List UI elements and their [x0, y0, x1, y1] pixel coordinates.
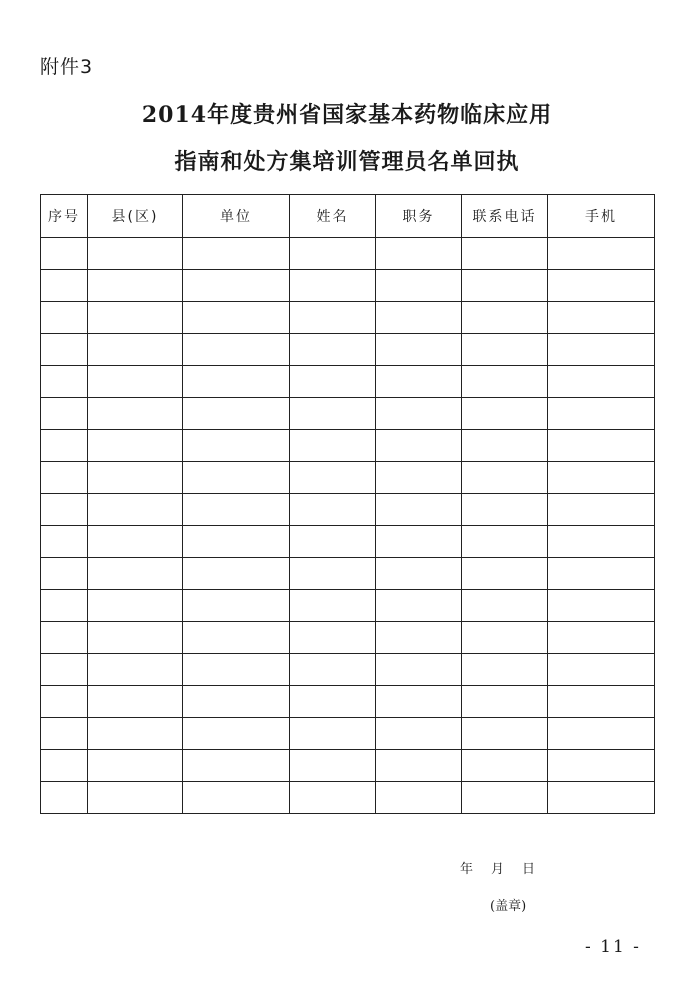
table-cell: [376, 750, 462, 782]
table-cell: [462, 270, 548, 302]
table-cell: [41, 366, 88, 398]
table-cell: [183, 494, 290, 526]
table-cell: [462, 366, 548, 398]
table-cell: [41, 238, 88, 270]
table-cell: [88, 398, 183, 430]
table-row: [41, 366, 655, 398]
table-cell: [183, 430, 290, 462]
table-cell: [376, 526, 462, 558]
table-cell: [548, 622, 655, 654]
table-cell: [183, 238, 290, 270]
table-cell: [548, 270, 655, 302]
table-cell: [290, 526, 376, 558]
table-cell: [183, 334, 290, 366]
table-cell: [183, 526, 290, 558]
table-cell: [376, 302, 462, 334]
table-row: [41, 558, 655, 590]
table-cell: [290, 622, 376, 654]
table-row: [41, 590, 655, 622]
table-cell: [88, 654, 183, 686]
table-cell: [183, 686, 290, 718]
table-cell: [290, 494, 376, 526]
table-cell: [88, 302, 183, 334]
table-cell: [376, 366, 462, 398]
table-cell: [183, 654, 290, 686]
year-label: 年: [460, 862, 474, 877]
table-row: [41, 494, 655, 526]
table-cell: [41, 270, 88, 302]
document-title-line-2: 指南和处方集培训管理员名单回执: [174, 149, 520, 175]
roster-body: [41, 238, 655, 814]
table-cell: [88, 558, 183, 590]
table-row: [41, 526, 655, 558]
table-cell: [88, 462, 183, 494]
table-cell: [548, 750, 655, 782]
day-label: 日: [522, 862, 536, 877]
table-cell: [548, 398, 655, 430]
table-cell: [183, 270, 290, 302]
table-cell: [376, 558, 462, 590]
table-cell: [290, 782, 376, 814]
table-cell: [290, 270, 376, 302]
table-cell: [88, 590, 183, 622]
table-cell: [290, 590, 376, 622]
table-cell: [290, 238, 376, 270]
table-cell: [462, 654, 548, 686]
table-cell: [376, 718, 462, 750]
table-cell: [376, 622, 462, 654]
table-cell: [376, 238, 462, 270]
table-cell: [462, 430, 548, 462]
table-cell: [548, 334, 655, 366]
table-cell: [41, 462, 88, 494]
table-cell: [183, 622, 290, 654]
table-row: [41, 238, 655, 270]
document-title-line-1: 2014年度贵州省国家基本药物临床应用: [141, 102, 553, 128]
table-row: [41, 430, 655, 462]
table-cell: [88, 494, 183, 526]
table-cell: [548, 366, 655, 398]
table-cell: [548, 686, 655, 718]
table-row: [41, 334, 655, 366]
table-cell: [462, 238, 548, 270]
table-cell: [183, 718, 290, 750]
table-cell: [41, 622, 88, 654]
header-contact-phone: 联系电话: [462, 195, 548, 238]
table-cell: [41, 302, 88, 334]
table-cell: [41, 654, 88, 686]
table-cell: [290, 654, 376, 686]
table-cell: [548, 462, 655, 494]
table-cell: [41, 750, 88, 782]
table-cell: [548, 238, 655, 270]
table-cell: [462, 590, 548, 622]
table-cell: [462, 462, 548, 494]
table-cell: [88, 718, 183, 750]
header-unit: 单位: [183, 195, 290, 238]
table-cell: [183, 366, 290, 398]
table-cell: [41, 334, 88, 366]
table-cell: [88, 782, 183, 814]
table-cell: [41, 430, 88, 462]
table-cell: [548, 558, 655, 590]
table-row: [41, 270, 655, 302]
table-cell: [376, 494, 462, 526]
table-cell: [548, 590, 655, 622]
header-name: 姓名: [290, 195, 376, 238]
table-cell: [183, 750, 290, 782]
table-cell: [88, 334, 183, 366]
table-row: [41, 654, 655, 686]
table-cell: [376, 430, 462, 462]
table-cell: [41, 398, 88, 430]
table-cell: [462, 334, 548, 366]
table-row: [41, 462, 655, 494]
table-row: [41, 302, 655, 334]
table-cell: [376, 270, 462, 302]
table-cell: [88, 526, 183, 558]
table-cell: [462, 622, 548, 654]
date-line: [460, 858, 535, 877]
table-cell: [290, 558, 376, 590]
table-cell: [290, 398, 376, 430]
table-cell: [88, 622, 183, 654]
table-row: [41, 750, 655, 782]
table-cell: [88, 366, 183, 398]
table-cell: [290, 686, 376, 718]
header-serial-number: 序号: [41, 195, 88, 238]
table-cell: [88, 430, 183, 462]
header-position: 职务: [376, 195, 462, 238]
table-cell: [462, 782, 548, 814]
table-cell: [290, 302, 376, 334]
page-number: - 11 -: [585, 937, 641, 957]
table-cell: [290, 718, 376, 750]
table-cell: [41, 558, 88, 590]
table-cell: [290, 430, 376, 462]
table-cell: [548, 430, 655, 462]
table-cell: [548, 782, 655, 814]
table-cell: [462, 398, 548, 430]
table-cell: [290, 366, 376, 398]
table-cell: [462, 526, 548, 558]
month-label: 月: [491, 862, 505, 877]
table-cell: [462, 494, 548, 526]
table-cell: [376, 590, 462, 622]
table-cell: [376, 462, 462, 494]
table-row: [41, 686, 655, 718]
table-cell: [183, 782, 290, 814]
table-cell: [548, 494, 655, 526]
table-cell: [41, 782, 88, 814]
table-cell: [183, 462, 290, 494]
table-cell: [376, 654, 462, 686]
roster-table: [40, 194, 655, 814]
table-cell: [376, 782, 462, 814]
table-row: [41, 782, 655, 814]
table-cell: [548, 526, 655, 558]
table-cell: [376, 334, 462, 366]
table-cell: [548, 718, 655, 750]
table-cell: [183, 558, 290, 590]
table-cell: [183, 398, 290, 430]
table-cell: [88, 686, 183, 718]
table-cell: [462, 750, 548, 782]
attachment-label: 附件3: [40, 56, 94, 78]
table-cell: [462, 302, 548, 334]
table-cell: [376, 398, 462, 430]
table-cell: [548, 302, 655, 334]
table-cell: [41, 526, 88, 558]
table-cell: [290, 334, 376, 366]
table-cell: [183, 590, 290, 622]
table-cell: [41, 718, 88, 750]
table-row: [41, 398, 655, 430]
table-cell: [462, 558, 548, 590]
table-cell: [88, 238, 183, 270]
table-cell: [376, 686, 462, 718]
table-row: [41, 622, 655, 654]
table-row: [41, 718, 655, 750]
header-mobile: 手机: [548, 195, 655, 238]
table-cell: [462, 718, 548, 750]
seal-note: (盖章): [490, 899, 527, 914]
table-cell: [41, 494, 88, 526]
table-cell: [41, 686, 88, 718]
table-cell: [462, 686, 548, 718]
table-cell: [88, 750, 183, 782]
table-cell: [290, 462, 376, 494]
table-cell: [548, 654, 655, 686]
header-county: 县(区): [88, 195, 183, 238]
header-row: [41, 195, 655, 238]
table-cell: [88, 270, 183, 302]
table-cell: [290, 750, 376, 782]
table-cell: [41, 590, 88, 622]
table-cell: [183, 302, 290, 334]
